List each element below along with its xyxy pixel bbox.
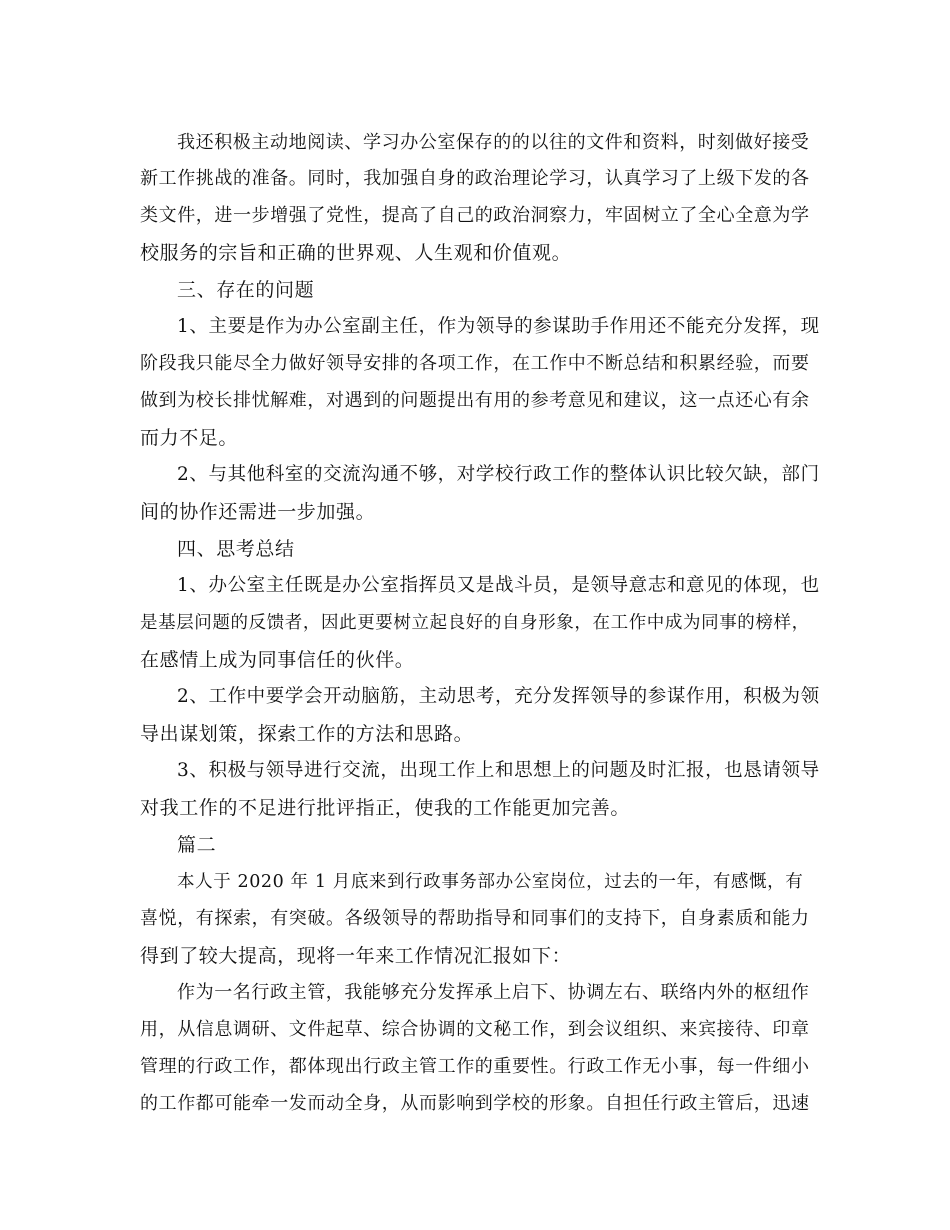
text-line: 1、办公室主任既是办公室指挥员又是战斗员，是领导意志和意见的体现，也 xyxy=(177,575,820,596)
text-line: 本人于 2020 年 1 月底来到行政事务部办公室岗位，过去的一年，有感慨，有 xyxy=(177,872,804,892)
text-line: 作为一名行政主管，我能够充分发挥承上启下、协调左右、联络内外的枢纽作 xyxy=(177,982,810,1003)
text-line: 3、积极与领导进行交流，出现工作上和思想上的问题及时汇报，也恳请领导 xyxy=(177,760,820,781)
text-line: 阶段我只能尽全力做好领导安排的各项工作，在工作中不断总结和积累经验，而要 xyxy=(140,353,810,374)
text-line: 的工作都可能牵一发而动全身，从而影响到学校的形象。自担任行政主管后，迅速 xyxy=(140,1093,810,1114)
text-line: 类文件，进一步增强了党性，提高了自己的政治洞察力，牢固树立了全心全意为学 xyxy=(140,205,810,226)
text-line: 用，从信息调研、文件起草、综合协调的文秘工作，到会议组织、来宾接待、印章 xyxy=(140,1019,810,1040)
text-line: 2、工作中要学会开动脑筋，主动思考，充分发挥领导的参谋作用，积极为领 xyxy=(177,686,820,707)
text-line: 而力不足。 xyxy=(140,427,239,449)
section-heading: 篇二 xyxy=(177,834,217,856)
text-line: 在感情上成为同事信任的伙伴。 xyxy=(140,649,415,671)
text-line: 导出谋划策，探索工作的方法和思路。 xyxy=(140,723,474,745)
text-line: 得到了较大提高，现将一年来工作情况汇报如下： xyxy=(140,945,572,967)
text-line: 校服务的宗旨和正确的世界观、人生观和价值观。 xyxy=(140,242,572,264)
text-line: 新工作挑战的准备。同时，我加强自身的政治理论学习，认真学习了上级下发的各 xyxy=(140,168,810,189)
text-line: 2、与其他科室的交流沟通不够，对学校行政工作的整体认识比较欠缺，部门 xyxy=(177,464,820,485)
text-line: 喜悦，有探索，有突破。各级领导的帮助指导和同事们的支持下，自身素质和能力 xyxy=(140,908,810,929)
text-line: 对我工作的不足进行批评指正，使我的工作能更加完善。 xyxy=(140,797,631,819)
section-heading: 三、存在的问题 xyxy=(177,279,315,301)
text-line: 做到为校长排忧解难，对遇到的问题提出有用的参考意见和建议，这一点还心有余 xyxy=(140,390,810,411)
text-line: 管理的行政工作，都体现出行政主管工作的重要性。行政工作无小事，每一件细小 xyxy=(140,1056,810,1077)
text-line: 1、主要是作为办公室副主任，作为领导的参谋助手作用还不能充分发挥，现 xyxy=(177,316,820,337)
text-line: 是基层问题的反馈者，因此更要树立起良好的自身形象，在工作中成为同事的榜样， xyxy=(140,613,810,633)
text-line: 我还积极主动地阅读、学习办公室保存的的以往的文件和资料，时刻做好接受 xyxy=(177,132,810,153)
text-line: 间的协作还需进一步加强。 xyxy=(140,501,376,523)
section-heading: 四、思考总结 xyxy=(177,538,295,560)
